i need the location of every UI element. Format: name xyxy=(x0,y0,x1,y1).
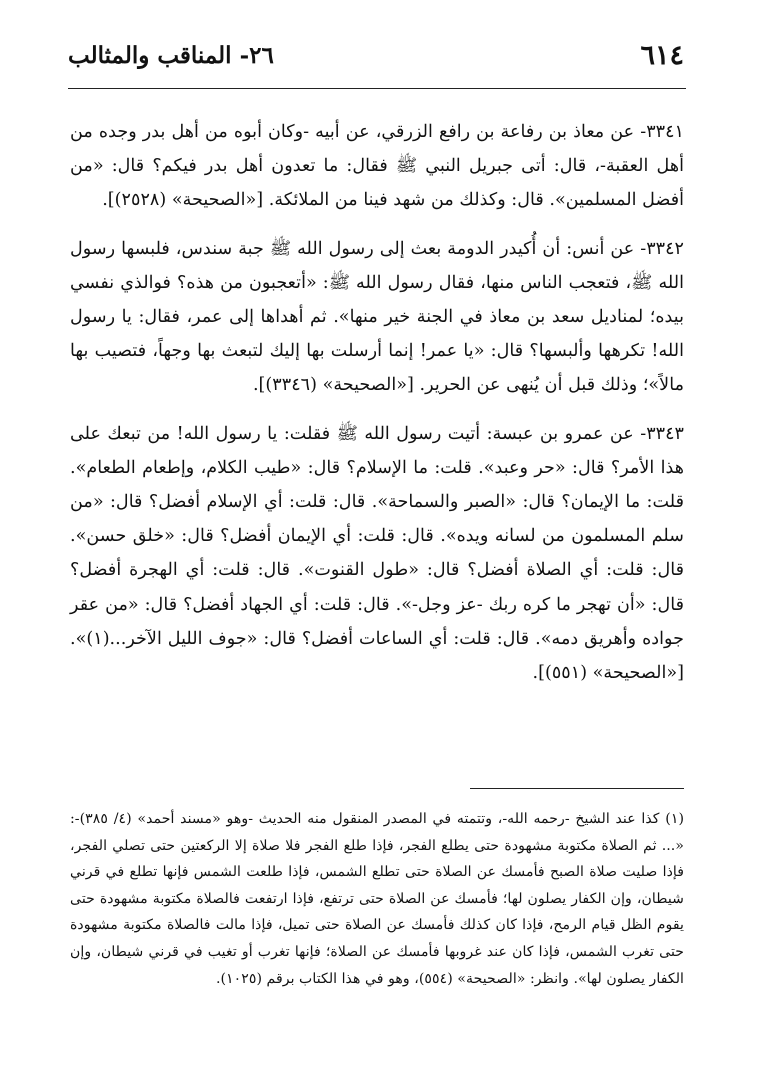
hadith-text: ٣٣٤٣- عن عمرو بن عبسة: أتيت رسول الله ﷺ فقلت: يا رسول الله! من تبعك على هذا الأمر؟ قال: «حر وعبد». قلت: ما الإسلام؟ قال: «طيب الكلام، وإطعام الطعام». قلت: ما الإيمان؟ قال: «الصبر والسماحة». قال: قلت: أي الإسلام أفضل؟ قال: «من سلم المسلمون من لسانه ويده». قال: قلت: أي الإيمان أفضل؟ قال: «خلق حسن». قال: قلت: أي الصلاة أفضل؟ قال: «طول القنوت». قال: قلت: أي الهجرة أفضل؟ قال: «أن تهجر ما كره ربك -عز وجل-». قال: قلت: أي الجهاد أفضل؟ قال: «من عقر جواده وأهريق دمه». قال: قلت: أي الساعات أفضل؟ قال: «جوف الليل الآخر...(١)». xyxy=(70,423,684,649)
hadith-3342 xyxy=(70,232,684,403)
hadith-text: ٣٣٤١- عن معاذ بن رفاعة بن رافع الزرقي، عن أبيه -وكان أبوه من أهل بدر وجده من أهل العقبة-، قال: أتى جبريل النبي ﷺ فقال: ما تعدون أهل بدر فيكم؟ قال: «من أفضل المسلمين». قال: وكذلك من شهد فينا من الملائكة. xyxy=(70,122,684,211)
hadith-reference: [«الصحيحة» (٣٣٤٦)]. xyxy=(252,375,414,396)
chapter-title: ٢٦- المناقب والمثالب xyxy=(68,42,274,69)
hadith-text: ٣٣٤٢- عن أنس: أن أُكيدر الدومة بعث إلى رسول الله ﷺ جبة سندس، فلبسها رسول الله ﷺ، فتعجب الناس منها، فقال رسول الله ﷺ: «أتعجبون من هذه؟ فوالذي نفسي بيده؛ لمناديل سعد بن معاذ في الجنة خير منها». ثم أهداها إلى عمر، فقال: يا رسول الله! تكرهها وألبسها؟ قال: «يا عمر! إنما أرسلت بها إليك لتبعث بها وجهاً، فتصيب بها مالاً»؛ وذلك قبل أن يُنهى عن الحرير. xyxy=(70,238,684,396)
hadith-3343 xyxy=(70,417,684,691)
page-header xyxy=(68,38,684,84)
header-divider xyxy=(68,88,686,89)
hadith-reference: [«الصحيحة» (٢٥٢٨)]. xyxy=(102,190,264,211)
hadith-3341 xyxy=(70,115,684,218)
hadith-list xyxy=(70,115,684,704)
footnote: (١) كذا عند الشيخ -رحمه الله-، وتتمته في المصدر المنقول منه الحديث -وهو «مسند أحمد» (٤/ ٣٨٥)-: «... ثم الصلاة مكتوبة مشهودة حتى يطلع الفجر، فإذا طلع الفجر فلا صلاة إلا الركعتين حتى تصلي الفجر، فإذا صليت صلاة الصبح فأمسك عن الصلاة حتى تطلع الشمس، فإذا طلعت الشمس فإنها تطلع في قرني شيطان، وإن الكفار يصلون لها؛ فأمسك عن الصلاة حتى ترتفع، فإذا ارتفعت فالصلاة مكتوبة مشهودة حتى يقوم الظل قيام الرمح، فإذا كان كذلك فأمسك عن الصلاة حتى تميل، فإذا مالت فالصلاة مكتوبة مشهودة حتى تغرب الشمس، فإذا كان عند غروبها فأمسك عن الصلاة؛ فإنها تغرب أو تغيب في قرني شيطان، وإن الكفار يصلون لها». وانظر: «الصحيحة» (٥٥٤)، وهو في هذا الكتاب برقم (١٠٢٥). xyxy=(70,811,684,987)
page-number: ٦١٤ xyxy=(640,40,684,71)
footnote-divider xyxy=(470,788,684,789)
hadith-reference: [«الصحيحة» (٥٥١)]. xyxy=(532,663,684,684)
